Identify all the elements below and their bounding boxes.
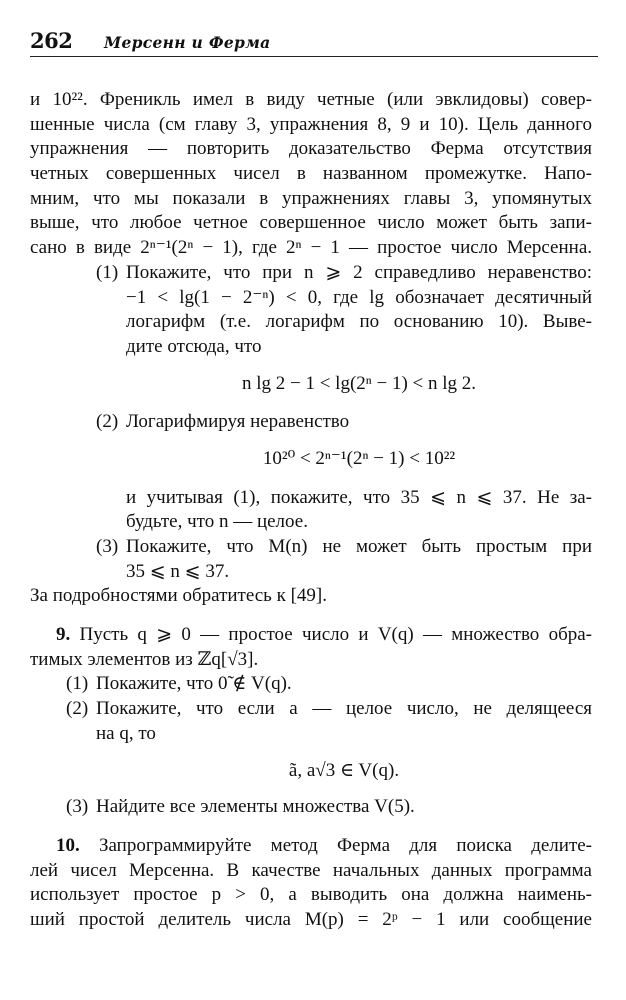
text-line: ший простой делитель числа M(p) = 2ᵖ − 1 или сообщение	[30, 908, 592, 930]
text-line: Запрограммируйте метод Ферма для поиска делите-	[98, 834, 593, 856]
text-line: тимых элементов из ℤq[√3].	[30, 648, 259, 670]
item-number: (2)	[96, 411, 119, 433]
exercise-number: 9.	[56, 624, 71, 646]
item-number: (3)	[66, 796, 89, 818]
intro-paragraph	[30, 88, 592, 261]
header-rule	[30, 56, 598, 57]
item-number: (1)	[96, 261, 119, 283]
exercise-9	[30, 623, 592, 820]
page-body	[30, 88, 592, 933]
page-header	[30, 28, 598, 58]
text-line: выше, что любое четное совершенное число может быть запи-	[30, 212, 592, 234]
text-line: шенные числа (см главу 3, упражнения 8, 9 и 10). Цель данного	[30, 113, 592, 135]
text-line: Логарифмируя неравенство	[126, 411, 350, 433]
text-line: дите отсюда, что	[126, 335, 262, 357]
item-number: (3)	[96, 536, 119, 557]
reference-line: За подробностями обратитесь к [49].	[30, 585, 327, 607]
page-number: 262	[30, 28, 73, 53]
text-line: Пусть q ⩾ 0 — простое число и V(q) — множество обра-	[79, 624, 593, 646]
text-line: использует простое p > 0, а выводить она должна наимень-	[30, 884, 592, 906]
text-line: на q, то	[96, 722, 156, 744]
running-title: Мерсенн и Ферма	[104, 33, 271, 52]
text-line: мним, что мы показали в упражнениях главы 3, упомянутых	[30, 187, 592, 209]
text-line: логарифм (т.е. логарифм по основанию 10). Выве-	[126, 311, 592, 333]
text-line: и учитывая (1), покажите, что 35 ⩽ n ⩽ 37. Не за-	[126, 486, 592, 508]
text-line: −1 < lg(1 − 2⁻ⁿ) < 0, где lg обозначает десятичный	[126, 286, 592, 308]
text-line: четных совершенных чисел в названном промежутке. Напо-	[30, 163, 592, 185]
text-line: Покажите, что 0̃ ∉ V(q).	[96, 673, 292, 695]
text-line: лей чисел Мерсенна. В качестве начальных данных программа	[30, 859, 592, 881]
list-item-3	[30, 535, 592, 584]
text-line: Найдите все элементы множества V(5).	[96, 796, 415, 818]
exercise-number: 10.	[56, 834, 80, 856]
display-formula: ã, a√3 ∈ V(q).	[288, 759, 400, 781]
text-line: будьте, что n — целое.	[126, 511, 308, 533]
item-number: (1)	[66, 673, 89, 695]
list-item-2	[30, 410, 592, 535]
list-item-1	[30, 261, 592, 410]
item-number: (2)	[66, 698, 89, 720]
display-formula: 10²⁰ < 2ⁿ⁻¹(2ⁿ − 1) < 10²²	[262, 447, 456, 469]
text-line: и 10²². Френикль имел в виду четные (или эвклидовы) совер-	[30, 89, 592, 110]
exercise-10	[30, 834, 592, 933]
text-line: упражнения — повторить доказательство Ферма отсутствия	[30, 138, 592, 160]
text-line: Покажите, что при n ⩾ 2 справедливо неравенство:	[126, 261, 592, 283]
text-line: Покажите, что M(n) не может быть простым при	[126, 536, 592, 557]
display-formula: n lg 2 − 1 < lg(2ⁿ − 1) < n lg 2.	[241, 372, 477, 394]
text-line: сано в виде 2ⁿ⁻¹(2ⁿ − 1), где 2ⁿ − 1 — простое число Мерсенна.	[30, 237, 592, 259]
text-line: Покажите, что если a — целое число, не делящееся	[96, 698, 592, 720]
text-line: 35 ⩽ n ⩽ 37.	[126, 560, 230, 582]
